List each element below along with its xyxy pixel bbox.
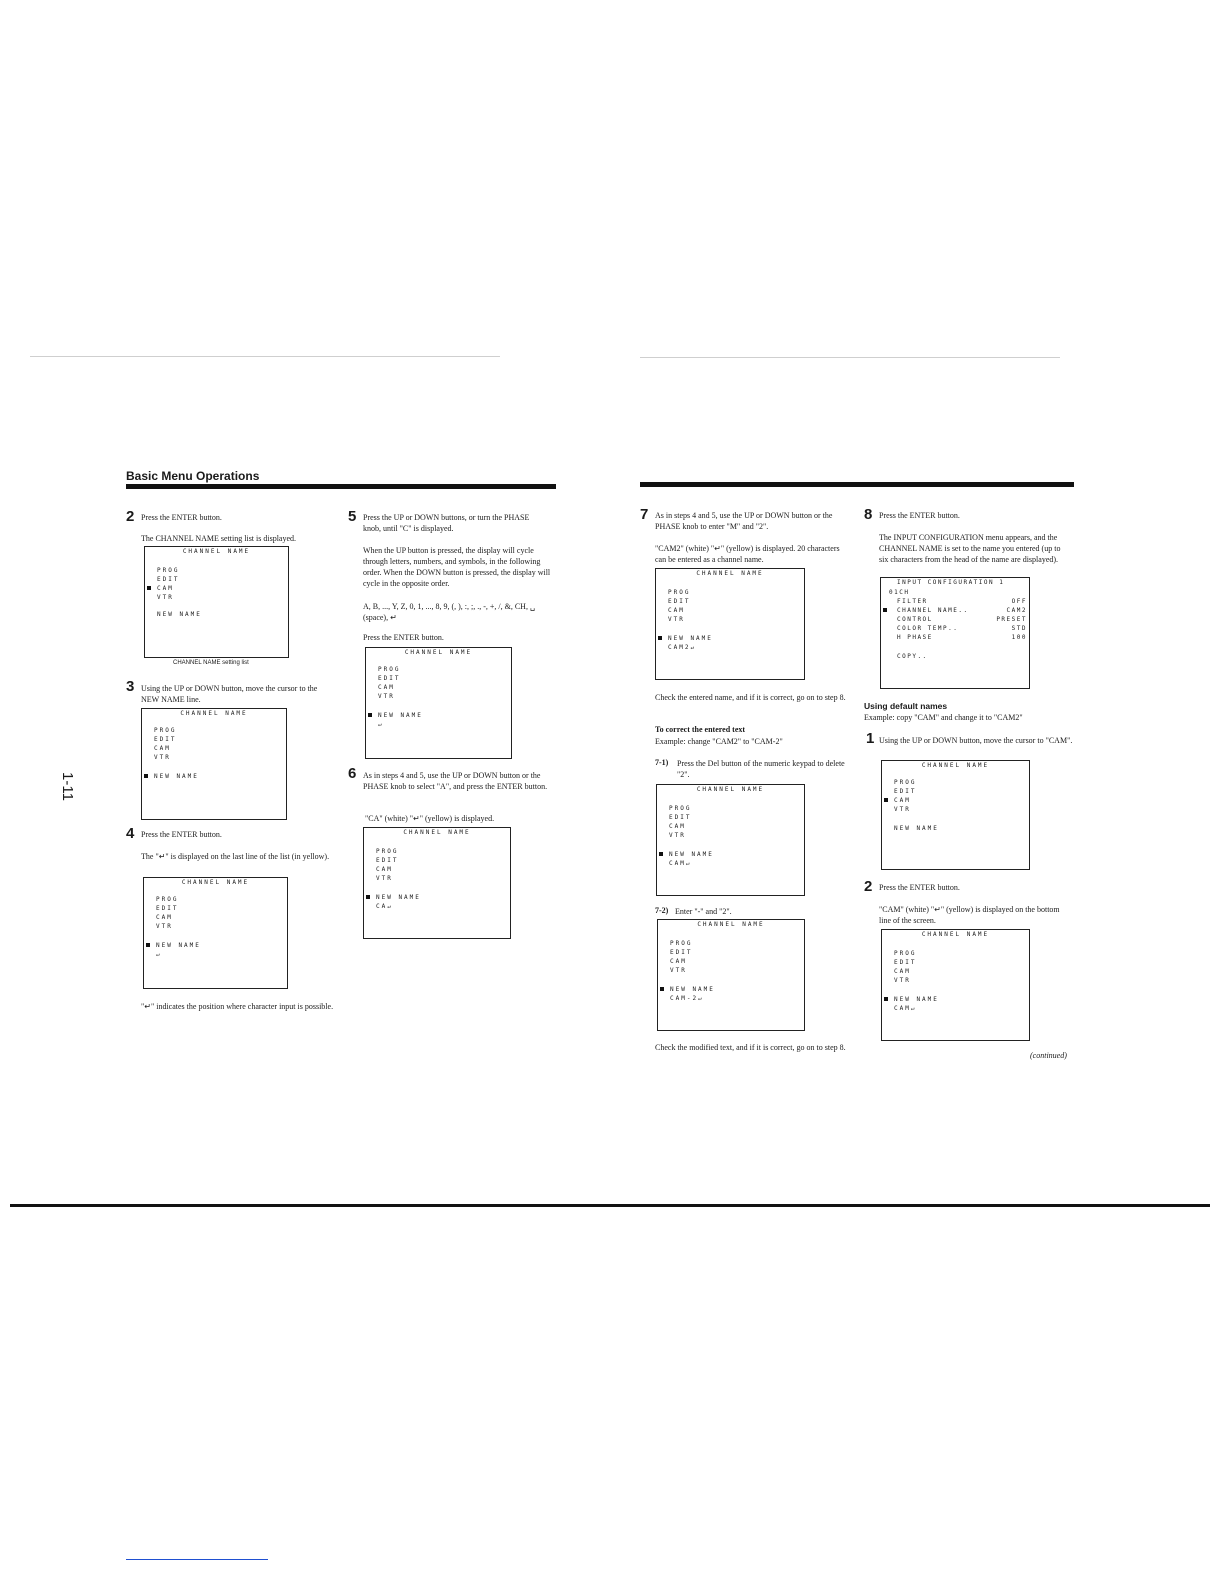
screen-line-vtr: VTR [157, 594, 174, 601]
screen-line-edit: EDIT [669, 814, 692, 821]
screen-line-prog: PROG [156, 896, 179, 903]
input-configuration-screen [880, 577, 1030, 689]
screen-title: CHANNEL NAME [181, 879, 250, 886]
screen-line-prog: PROG [894, 779, 917, 786]
screen-title: CHANNEL NAME [921, 762, 990, 769]
screen-line-edit: EDIT [376, 857, 399, 864]
screen-line-cam: CAM [670, 958, 687, 965]
screen-line-vtr: VTR [378, 693, 395, 700]
screen-line-vtr: VTR [668, 616, 685, 623]
step-2-number: 2 [126, 508, 135, 525]
step-7-1-label: 7-1) [655, 758, 669, 767]
step-5-number: 5 [348, 508, 357, 525]
step-4-note: "↵" indicates the position where character input is possible. [141, 1002, 334, 1011]
screen-title: CHANNEL NAME [403, 829, 471, 836]
default-names-heading: Using default names [864, 701, 948, 711]
step-7-text: As in steps 4 and 5, use the UP or DOWN button or the PHASE knob to enter "M" and "2". [655, 511, 833, 531]
screen-title: INPUT CONFIGURATION 1 [897, 579, 1005, 586]
screen-line-cam: CAM [157, 585, 174, 592]
screen-line-cam: CAM [376, 866, 393, 873]
screen-line-prog: PROG [157, 567, 180, 574]
screen-title: CHANNEL NAME [182, 548, 251, 555]
screen-line-h-phase: H PHASE [897, 634, 933, 641]
screen-line-filter: FILTER [897, 598, 928, 605]
step-7-2-text: Enter "-" and "2". [675, 907, 732, 916]
screen-line-color-temp: COLOR TEMP.. [897, 625, 959, 632]
screen-line-cam-cursor: CAM↵ [894, 1005, 917, 1012]
step-7-number: 7 [640, 506, 649, 523]
screen-title: CHANNEL NAME [921, 931, 990, 938]
channel-name-screen-10 [881, 929, 1030, 1041]
screen-line-prog: PROG [378, 666, 401, 673]
section-title: Basic Menu Operations [126, 469, 260, 483]
correct-heading: To correct the entered text [655, 725, 746, 734]
screen-line-cam-dash-2: CAM-2↵ [670, 995, 704, 1002]
screen-line-cam-cursor: CAM↵ [669, 860, 692, 867]
default-step-2-number: 2 [864, 878, 873, 895]
screen-line-edit: EDIT [668, 598, 691, 605]
step-5-desc: When the UP button is pressed, the display will cycle through letters, numbers, and symbols, in the following order. When the DOWN button is pressed, the display will cycle in the opposite order. [363, 546, 551, 588]
screen-line-new-name: NEW NAME [894, 825, 939, 832]
screen-line-new-name: NEW NAME [894, 996, 939, 1003]
screen-line-prog: PROG [376, 848, 399, 855]
channel-name-screen-7 [656, 784, 805, 896]
screen-line-vtr: VTR [154, 754, 171, 761]
screen-title: CHANNEL NAME [696, 786, 765, 793]
screen-line-prog: PROG [670, 940, 693, 947]
footer-link-underline [126, 1559, 268, 1560]
screen-line-vtr: VTR [156, 923, 173, 930]
step-4-number: 4 [126, 825, 135, 842]
screen-line-edit: EDIT [154, 736, 177, 743]
default-step-2-text: Press the ENTER button. [879, 883, 960, 892]
step-2-text: Press the ENTER button. [141, 513, 222, 522]
default-names-example: Example: copy "CAM" and change it to "CAM2" [864, 713, 1023, 722]
screen-title: CHANNEL NAME [697, 921, 765, 928]
screen-line-edit: EDIT [378, 675, 401, 682]
screen-line-prog: PROG [894, 950, 917, 957]
channel-name-screen-2 [141, 708, 287, 820]
step-7-1-text: Press the Del button of the numeric keypad to delete "2". [677, 759, 845, 779]
screen-line-prog: PROG [668, 589, 691, 596]
screen-line-ch01: 01CH [889, 589, 910, 596]
screen-title: CHANNEL NAME [180, 710, 248, 717]
screen-line-copy: COPY.. [897, 653, 928, 660]
step-7-desc: "CAM2" (white) "↵" (yellow) is displayed. 20 characters can be entered as a channel name. [655, 544, 840, 564]
screen-value-color-temp: STD [1011, 625, 1027, 632]
screen-line-cam: CAM [154, 745, 171, 752]
default-step-1-text: Using the UP or DOWN button, move the cursor to "CAM". [879, 736, 1073, 745]
cursor-marker [884, 798, 888, 802]
screen-line-channel-name: CHANNEL NAME.. [897, 607, 969, 614]
step-6-desc: "CA" (white) "↵" (yellow) is displayed. [365, 814, 495, 823]
step-8-desc: The INPUT CONFIGURATION menu appears, and the CHANNEL NAME is set to the name you entered (up to six characters from the head of the name are displayed). [879, 533, 1061, 564]
screen-line-edit: EDIT [156, 905, 179, 912]
screen-title: CHANNEL NAME [696, 570, 764, 577]
cursor-marker [144, 774, 148, 778]
scan-artifact-line [640, 357, 1060, 358]
screen-line-vtr: VTR [669, 832, 686, 839]
default-step-2-desc: "CAM" (white) "↵" (yellow) is displayed on the bottom line of the screen. [879, 905, 1060, 925]
step-5-sequence: A, B, ..., Y, Z, 0, 1, ..., 8, 9, (, ), :, ;, ., -, +, /, &, CH, ␣ (space), ↵ [363, 602, 536, 622]
step-7-check: Check the entered name, and if it is correct, go on to step 8. [655, 693, 846, 702]
step-8-text: Press the ENTER button. [879, 511, 960, 520]
screen-line-new-name: NEW NAME [156, 942, 201, 949]
screen-line-new-name: NEW NAME [669, 851, 714, 858]
step-5-press: Press the ENTER button. [363, 633, 444, 642]
cursor-marker [366, 895, 370, 899]
default-step-1-number: 1 [866, 730, 875, 747]
screen-line-cam: CAM [669, 823, 686, 830]
correct-example: Example: change "CAM2" to "CAM-2" [655, 737, 783, 746]
screen-line-edit: EDIT [157, 576, 180, 583]
channel-name-screen-4 [365, 647, 512, 759]
cursor-marker [146, 943, 150, 947]
continued-label: (continued) [1030, 1051, 1067, 1060]
page-number: 1-11 [59, 772, 76, 801]
channel-name-screen-6 [655, 568, 805, 680]
screen-line-new-name: NEW NAME [376, 894, 421, 901]
step-4-desc: The "↵" is displayed on the last line of the list (in yellow). [141, 852, 330, 861]
screen-line-prog: PROG [154, 727, 177, 734]
channel-name-screen-8 [657, 919, 805, 1031]
header-rule-left [126, 484, 556, 489]
step-5-text: Press the UP or DOWN buttons, or turn the PHASE knob, until "C" is displayed. [363, 513, 530, 533]
cursor-marker [658, 636, 662, 640]
step-6-text: As in steps 4 and 5, use the UP or DOWN button or the PHASE knob to select "A", and press the ENTER button. [363, 771, 548, 791]
step-4-text: Press the ENTER button. [141, 830, 222, 839]
screen-value-filter: OFF [1011, 598, 1027, 605]
screen-line-prog: PROG [669, 805, 692, 812]
screen-value-channel-name: CAM2 [1006, 607, 1027, 614]
figure-caption: CHANNEL NAME setting list [173, 660, 249, 666]
cursor-marker [660, 987, 664, 991]
step-6-number: 6 [348, 765, 357, 782]
cursor-marker [659, 852, 663, 856]
screen-line-ca: CA↵ [376, 903, 393, 910]
screen-line-control: CONTROL [897, 616, 933, 623]
screen-line-vtr: VTR [894, 977, 911, 984]
step-7-2-label: 7-2) [655, 906, 669, 915]
screen-line-cam: CAM [156, 914, 173, 921]
step-8-number: 8 [864, 506, 873, 523]
channel-name-screen-1 [144, 546, 289, 658]
screen-value-control: PRESET [996, 616, 1027, 623]
scan-artifact-line [30, 356, 500, 357]
step-3-text: Using the UP or DOWN button, move the cursor to the NEW NAME line. [141, 684, 318, 704]
cursor-marker [368, 713, 372, 717]
screen-value-h-phase: 100 [1011, 634, 1027, 641]
cursor-marker [883, 608, 887, 612]
screen-line-new-name: NEW NAME [154, 773, 199, 780]
screen-line-edit: EDIT [894, 788, 917, 795]
cursor-marker [884, 997, 888, 1001]
screen-title: CHANNEL NAME [404, 649, 473, 656]
screen-line-new-name: NEW NAME [157, 611, 202, 618]
screen-line-cam: CAM [378, 684, 395, 691]
channel-name-screen-3 [143, 877, 288, 989]
screen-line-vtr: VTR [670, 967, 687, 974]
screen-line-cam2: CAM2↵ [668, 644, 697, 651]
screen-line-vtr: VTR [376, 875, 393, 882]
screen-line-new-name: NEW NAME [668, 635, 713, 642]
screen-line-cam: CAM [668, 607, 685, 614]
step-2-desc: The CHANNEL NAME setting list is displayed. [141, 534, 297, 543]
header-rule-right [640, 482, 1074, 487]
screen-line-edit: EDIT [670, 949, 693, 956]
bottom-rule [10, 1204, 1210, 1207]
channel-name-screen-9 [881, 760, 1030, 870]
screen-line-cursor: ↵ [156, 951, 162, 958]
screen-line-new-name: NEW NAME [378, 712, 423, 719]
screen-line-cam: CAM [894, 797, 911, 804]
step-3-number: 3 [126, 678, 135, 695]
screen-line-vtr: VTR [894, 806, 911, 813]
screen-line-new-name: NEW NAME [670, 986, 715, 993]
screen-line-edit: EDIT [894, 959, 917, 966]
channel-name-screen-5 [363, 827, 511, 939]
cursor-marker [147, 586, 151, 590]
screen-line-cursor: ↵ [378, 721, 384, 728]
screen-line-cam: CAM [894, 968, 911, 975]
check-modified: Check the modified text, and if it is correct, go on to step 8. [655, 1043, 846, 1052]
